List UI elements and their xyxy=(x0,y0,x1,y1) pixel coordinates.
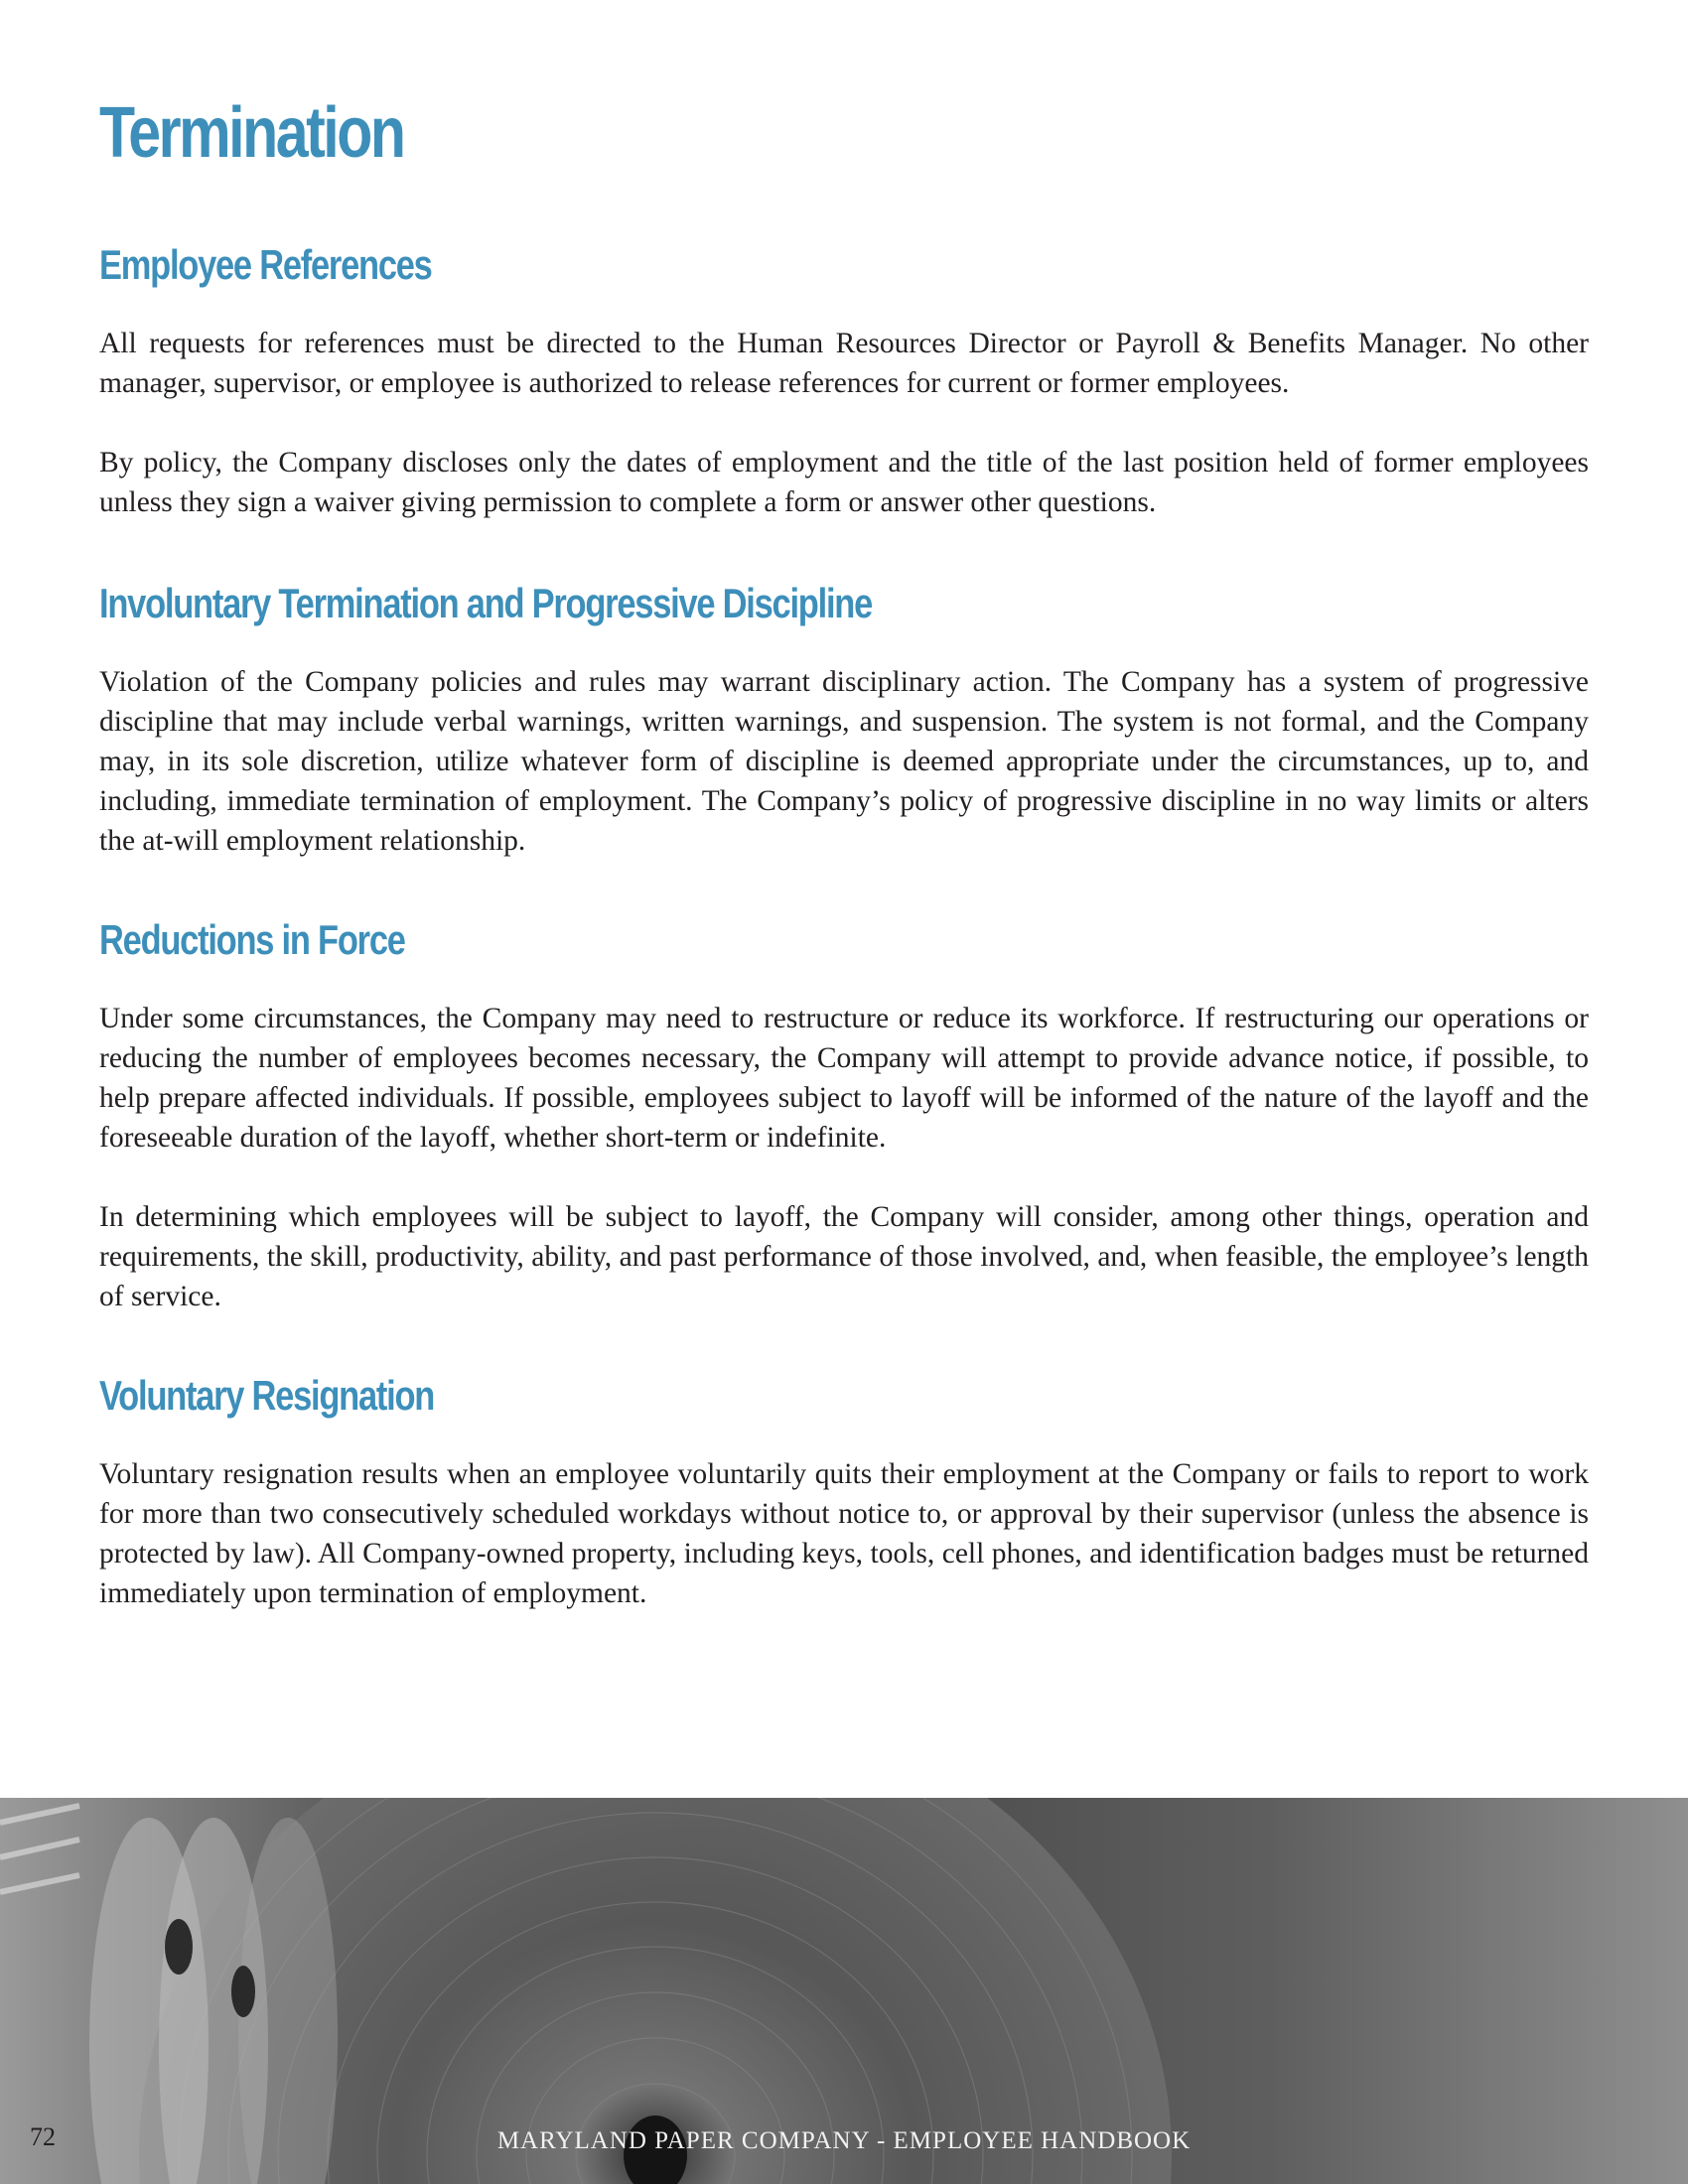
paragraph: In determining which employees will be subject to layoff, the Company will consider, among other things, operation and requirements, the skill, productivity, ability, and past performance of those involved, and, when feasible, the employee’s length of service. xyxy=(99,1201,1589,1312)
section-heading: Involuntary Termination and Progressive Discipline xyxy=(99,580,873,626)
paragraph: By policy, the Company discloses only the dates of employment and the title of the last position held of former employees unless they sign a waiver giving permission to complete a form or answer other questions. xyxy=(99,447,1589,518)
section-heading: Employee References xyxy=(99,241,432,288)
section-voluntary-resignation xyxy=(99,1371,1589,1613)
footer-text: MARYLAND PAPER COMPANY - EMPLOYEE HANDBOOK xyxy=(496,2127,1192,2154)
section-heading: Reductions in Force xyxy=(99,916,405,963)
paper-rolls-photo xyxy=(0,1798,1688,2184)
paragraph: Voluntary resignation results when an employee voluntarily quits their employment at the Company or fails to report to work for more than two consecutively scheduled workdays without notice to, or approval by their supervisor (unless the absence is protected by law). All Company-owned property, including keys, tools, cell phones, and identification badges must be returned immediately upon termination of employment. xyxy=(99,1458,1589,1609)
paragraph: All requests for references must be directed to the Human Resources Director or Payroll & Benefits Manager. No other manager, supervisor, or employee is authorized to release references for current or former employees. xyxy=(99,328,1589,399)
section-employee-references xyxy=(99,240,1589,522)
section-heading: Voluntary Resignation xyxy=(99,1372,435,1419)
page-number: 72 xyxy=(30,2122,56,2151)
page-title: Termination xyxy=(99,93,404,173)
section-reductions-in-force xyxy=(99,915,1589,1316)
section-involuntary-termination xyxy=(99,579,1589,861)
paragraph: Under some circumstances, the Company may need to restructure or reduce its workforce. If restructuring our operations or reducing the number of employees becomes necessary, the Company will attempt to provide advance notice, if possible, to help prepare affected individuals. If possible, employees subject to layoff will be informed of the nature of the layoff and the foreseeable duration of the layoff, whether short-term or indefinite. xyxy=(99,1003,1589,1154)
paragraph: Violation of the Company policies and rules may warrant disciplinary action. The Company has a system of progressive discipline that may include verbal warnings, written warnings, and suspension. The system is not formal, and the Company may, in its sole discretion, utilize whatever form of discipline is deemed appropriate under the circumstances, up to, and including, immediate termination of employment. The Company’s policy of progressive discipline in no way limits or alters the at-will employment relationship. xyxy=(99,666,1589,857)
